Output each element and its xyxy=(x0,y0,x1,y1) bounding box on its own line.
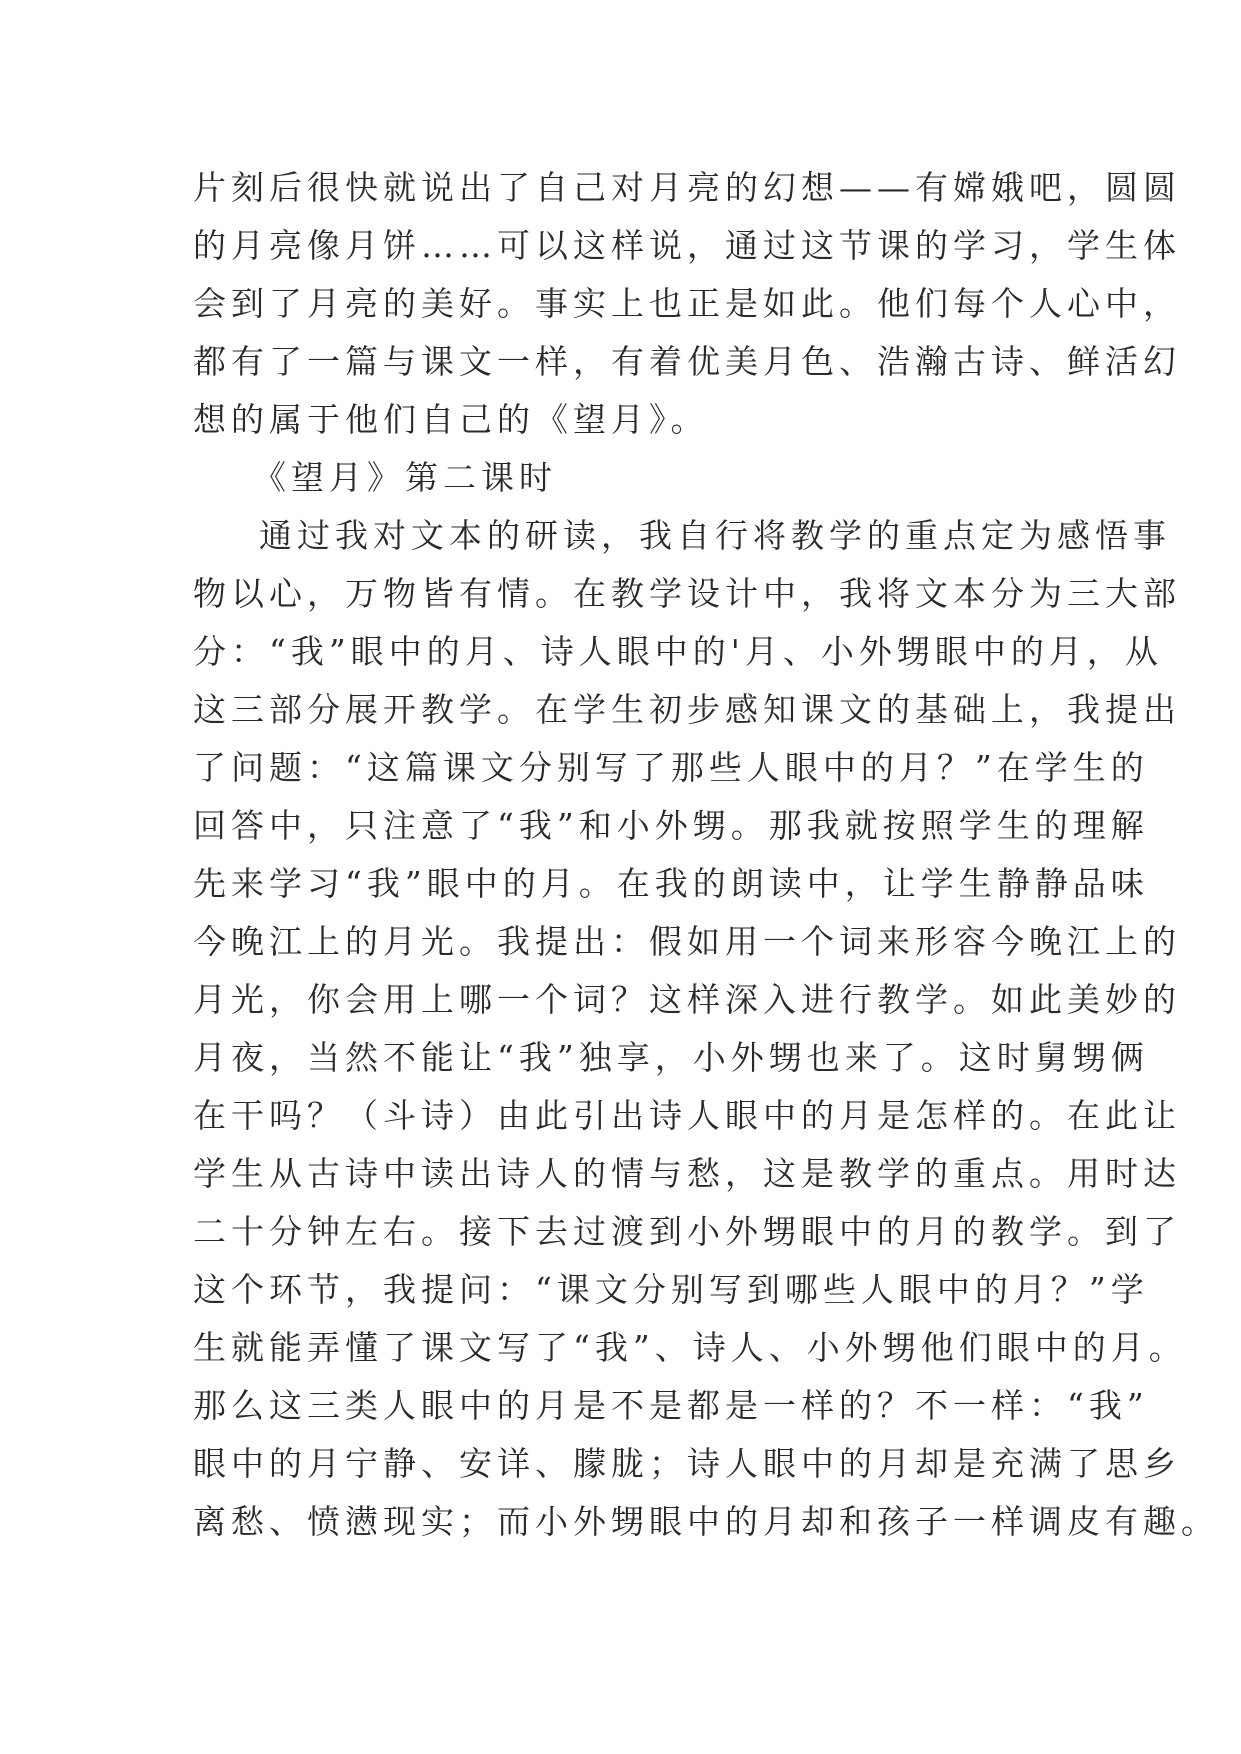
text-line: 月夜，当然不能让“我”独享，小外甥也来了。这时舅甥俩 xyxy=(193,1038,1149,1077)
paragraph-body xyxy=(193,507,1219,1551)
text-line: 想的属于他们自己的《望月》。 xyxy=(193,400,709,439)
text-line: 眼中的月宁静、安详、朦胧；诗人眼中的月却是充满了思乡 xyxy=(193,1444,1181,1483)
text-line: 这个环节，我提问：“课文分别写到哪些人眼中的月？”学 xyxy=(193,1270,1149,1309)
text-line: 的月亮像月饼……可以这样说，通过这节课的学习，学生体 xyxy=(193,226,1181,265)
text-line: 学生从古诗中读出诗人的情与愁，这是教学的重点。用时达 xyxy=(193,1154,1181,1193)
text-line: 都有了一篇与课文一样，有着优美月色、浩瀚古诗、鲜活幻 xyxy=(193,342,1181,381)
text-line: 生就能弄懂了课文写了“我”、诗人、小外甥他们眼中的月。 xyxy=(193,1328,1187,1367)
text-line: 通过我对文本的研读，我自行将教学的重点定为感悟事 xyxy=(259,516,1171,555)
paragraph-continuation xyxy=(193,159,1181,449)
text-line: 片刻后很快就说出了自己对月亮的幻想——有嫦娥吧，圆圆 xyxy=(193,168,1181,207)
text-line: 这三部分展开教学。在学生初步感知课文的基础上，我提出 xyxy=(193,690,1181,729)
text-line: 那么这三类人眼中的月是不是都是一样的？不一样：“我” xyxy=(193,1386,1149,1425)
text-line: 二十分钟左右。接下去过渡到小外甥眼中的月的教学。到了 xyxy=(193,1212,1181,1251)
text-line: 在干吗？（斗诗）由此引出诗人眼中的月是怎样的。在此让 xyxy=(193,1096,1181,1135)
text-line: 分：“我”眼中的月、诗人眼中的'月、小外甥眼中的月，从 xyxy=(193,632,1163,671)
text-line: 今晚江上的月光。我提出：假如用一个词来形容今晚江上的 xyxy=(193,922,1181,961)
section-heading: 《望月》第二课时 xyxy=(253,458,557,497)
text-line: 月光，你会用上哪一个词？这样深入进行教学。如此美妙的 xyxy=(193,980,1181,1019)
text-line: 先来学习“我”眼中的月。在我的朗读中，让学生静静品味 xyxy=(193,864,1149,903)
text-line: 回答中，只注意了“我”和小外甥。那我就按照学生的理解 xyxy=(193,806,1149,845)
text-line: 会到了月亮的美好。事实上也正是如此。他们每个人心中， xyxy=(193,284,1181,323)
section-heading-block xyxy=(193,449,1073,507)
text-line: 离愁、愤懑现实；而小外甥眼中的月却和孩子一样调皮有趣。 xyxy=(193,1502,1219,1541)
text-line: 物以心，万物皆有情。在教学设计中，我将文本分为三大部 xyxy=(193,574,1181,613)
text-line: 了问题：“这篇课文分别写了那些人眼中的月？”在学生的 xyxy=(193,748,1149,787)
